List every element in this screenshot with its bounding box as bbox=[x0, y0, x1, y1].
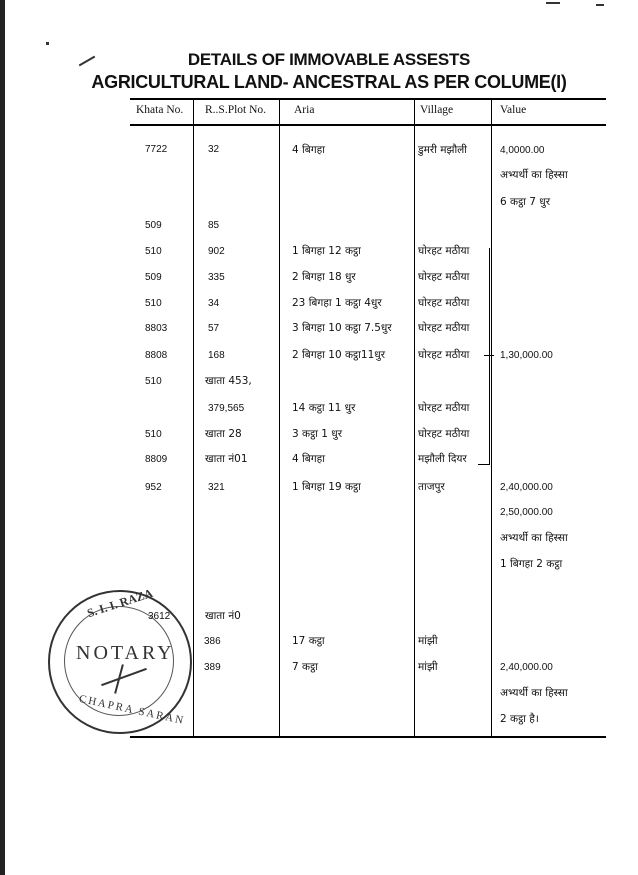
column-divider bbox=[414, 98, 415, 738]
cell-value: 2,40,000.00 bbox=[500, 662, 553, 673]
scan-speck bbox=[546, 2, 560, 4]
cell-village: घोरहट मठीया bbox=[418, 297, 470, 309]
cell-village: घोरहट मठीया bbox=[418, 322, 470, 334]
cell-village: घोरहट मठीया bbox=[418, 271, 470, 283]
scan-speck bbox=[596, 4, 604, 6]
cell-aria: 1 बिगहा 19 कट्ठा bbox=[292, 481, 361, 493]
bracket-tick bbox=[478, 464, 490, 465]
cell-aria: 23 बिगहा 1 कट्ठा 4धुर bbox=[292, 297, 382, 309]
cell-value: 2 कट्ठा है। bbox=[500, 713, 539, 725]
cell-khata: 510 bbox=[145, 246, 162, 257]
cell-plot: 902 bbox=[208, 246, 225, 257]
cell-aria: 2 बिगहा 18 धुर bbox=[292, 271, 356, 283]
cell-aria: 3 बिगहा 10 कट्ठा 7.5धुर bbox=[292, 322, 392, 334]
cell-plot: 386 bbox=[204, 636, 221, 647]
cell-aria: 4 बिगहा bbox=[292, 453, 325, 465]
cell-plot: 34 bbox=[208, 298, 220, 309]
cell-value: 4,0000.00 bbox=[500, 145, 545, 156]
document-subtitle: AGRICULTURAL LAND- ANCESTRAL AS PER COLUME(I) bbox=[91, 72, 567, 92]
cell-khata: 8803 bbox=[145, 323, 168, 334]
cell-aria: 17 कट्ठा bbox=[292, 635, 325, 647]
cell-village: घोरहट मठीया bbox=[418, 349, 470, 361]
cell-value: अभ्यर्थी का हिस्सा bbox=[500, 169, 568, 181]
cell-plot: 32 bbox=[208, 144, 220, 155]
cell-village: डुमरी मझौली bbox=[418, 144, 468, 156]
cell-value: अभ्यर्थी का हिस्सा bbox=[500, 687, 568, 699]
cell-aria: 7 कट्ठा bbox=[292, 661, 318, 673]
cell-plot: 335 bbox=[208, 272, 225, 283]
cell-khata: 8808 bbox=[145, 350, 168, 361]
cell-plot: 85 bbox=[208, 220, 220, 231]
cell-khata: 3612 bbox=[148, 611, 171, 622]
cell-village: मांझी bbox=[418, 661, 438, 673]
cell-village: घोरहट मठीया bbox=[418, 402, 470, 414]
bracket-line bbox=[489, 248, 490, 464]
cell-value: 1 बिगहा 2 कट्ठा bbox=[500, 558, 563, 570]
bracket-tick bbox=[484, 355, 494, 356]
cell-plot: खाता नं0 bbox=[205, 610, 241, 622]
cell-plot: 168 bbox=[208, 350, 225, 361]
cell-khata: 510 bbox=[145, 376, 162, 387]
cell-plot: खाता नं01 bbox=[205, 453, 248, 465]
cell-village: ताजपुर bbox=[418, 481, 445, 493]
header-value: Value bbox=[500, 104, 527, 116]
cell-khata: 510 bbox=[145, 298, 162, 309]
cell-value: 6 कट्ठा 7 धुर bbox=[500, 196, 551, 208]
cell-plot: 57 bbox=[208, 323, 220, 334]
cell-aria: 4 बिगहा bbox=[292, 144, 325, 156]
cell-village: मांझी bbox=[418, 635, 438, 647]
scan-edge bbox=[0, 0, 5, 875]
header-khata: Khata No. bbox=[136, 104, 184, 116]
cell-value: 2,40,000.00 bbox=[500, 482, 553, 493]
cell-khata: 7722 bbox=[145, 144, 168, 155]
header-aria: Aria bbox=[294, 104, 315, 116]
cell-khata: 952 bbox=[145, 482, 162, 493]
cell-plot: खाता 28 bbox=[205, 428, 242, 440]
table-bottom-rule bbox=[130, 736, 606, 738]
cell-khata: 510 bbox=[145, 429, 162, 440]
stamp-title: NOTARY bbox=[76, 642, 175, 664]
header-plot: R..S.Plot No. bbox=[205, 104, 267, 116]
cell-aria: 3 कट्ठा 1 धुर bbox=[292, 428, 343, 440]
cell-value: 1,30,000.00 bbox=[500, 350, 553, 361]
stamp-place: CHAPRA SARAN bbox=[77, 692, 187, 728]
cell-plot: खाता 453, bbox=[205, 375, 252, 387]
cell-value: 2,50,000.00 bbox=[500, 507, 553, 518]
cell-value: अभ्यर्थी का हिस्सा bbox=[500, 532, 568, 544]
document-title: DETAILS OF IMMOVABLE ASSESTS bbox=[187, 50, 471, 69]
cell-plot: 321 bbox=[208, 482, 225, 493]
column-divider bbox=[279, 98, 280, 738]
cell-village: घोरहट मठीया bbox=[418, 245, 470, 257]
column-divider bbox=[193, 98, 194, 738]
stamp-name: S. I. I. RAZA bbox=[85, 585, 155, 621]
cell-plot: 379,565 bbox=[208, 403, 245, 414]
cell-aria: 1 बिगहा 12 कट्ठा bbox=[292, 245, 361, 257]
header-bottom-rule bbox=[130, 124, 606, 126]
cell-village: मझौली दियर bbox=[418, 453, 467, 465]
cell-village: घोरहट मठीया bbox=[418, 428, 470, 440]
scan-speck bbox=[46, 42, 49, 45]
cell-plot: 389 bbox=[204, 662, 221, 673]
cell-khata: 509 bbox=[145, 272, 162, 283]
cell-aria: 2 बिगहा 10 कट्ठा11धुर bbox=[292, 349, 386, 361]
cell-khata: 8809 bbox=[145, 454, 168, 465]
header-top-rule bbox=[130, 98, 606, 100]
column-divider bbox=[491, 98, 492, 738]
header-village: Village bbox=[420, 104, 454, 116]
cell-aria: 14 कट्ठा 11 धुर bbox=[292, 402, 356, 414]
cell-khata: 509 bbox=[145, 220, 162, 231]
